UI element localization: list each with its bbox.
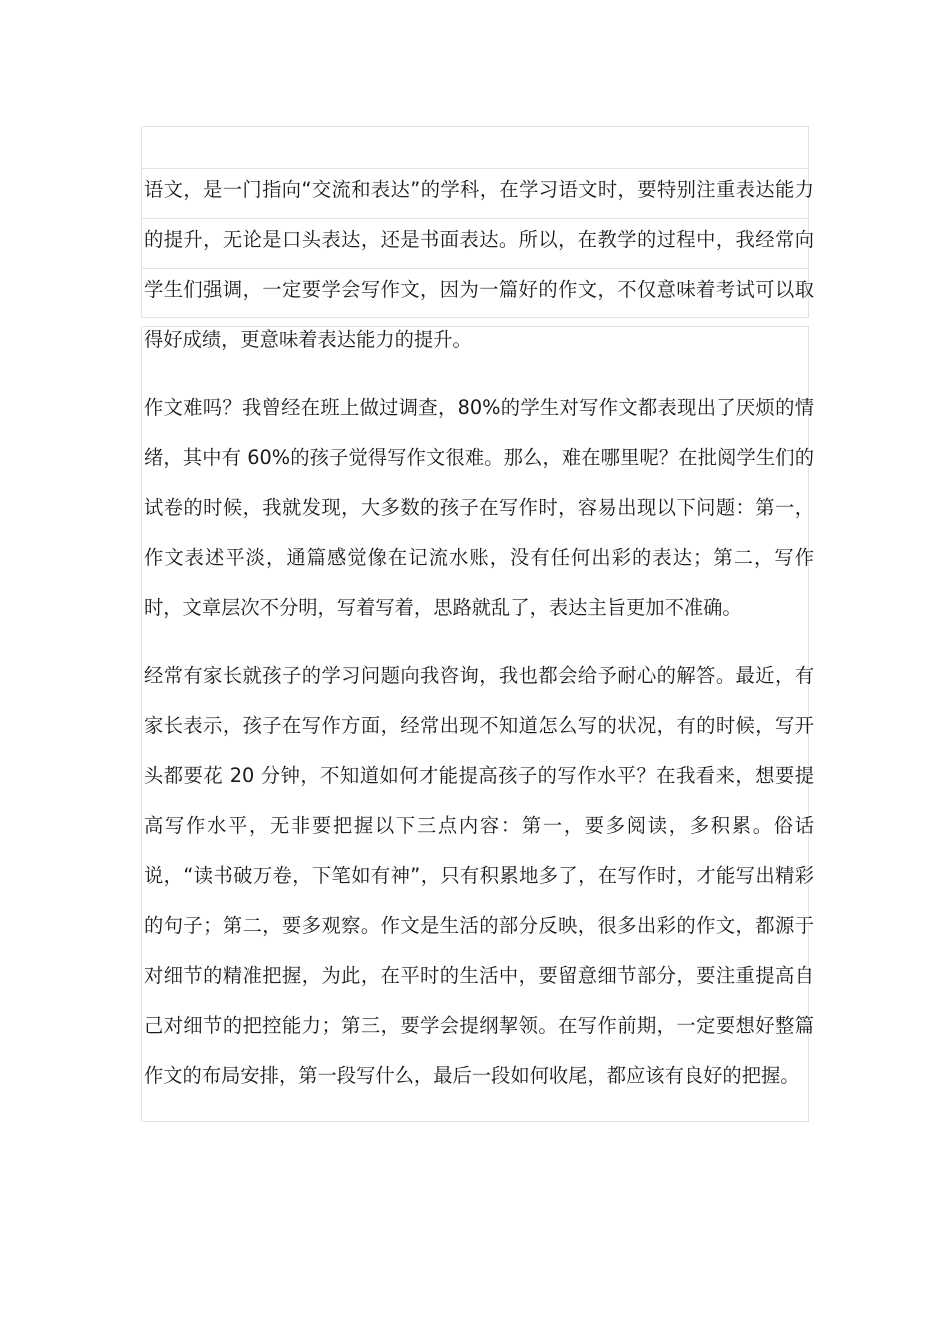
paragraph-difficulty: 作文难吗？我曾经在班上做过调查，80%的学生对写作文都表现出了厌烦的情绪，其中有 60%的孩子觉得写作文很难。那么，难在哪里呢？在批阅学生们的试卷的时候，我就发现，大多数的孩子在写作时，容易出现以下问题：第一，作文表述平淡，通篇感觉像在记流水账，没有任何出彩的表达；第二，写作时，文章层次不分明，写着写着，思路就乱了，表达主旨更加不准确。	[144, 396, 814, 619]
empty-header-cell	[141, 126, 809, 169]
document-body	[144, 165, 814, 1101]
paragraph-advice: 经常有家长就孩子的学习问题向我咨询，我也都会给予耐心的解答。最近，有家长表示，孩子在写作方面，经常出现不知道怎么写的状况，有的时候，写开头都要花 20 分钟，不知道如何才能提高孩子的写作水平？在我看来，想要提高写作水平，无非要把握以下三点内容：第一，要多阅读，多积累。俗话说，“读书破万卷，下笔如有神”，只有积累地多了，在写作时，才能写出精彩的句子；第二，要多观察。作文是生活的部分反映，很多出彩的作文，都源于对细节的精准把握，为此，在平时的生活中，要留意细节部分，要注重提高自己对细节的把控能力；第三，要学会提纲挈领。在写作前期，一定要想好整篇作文的布局安排，第一段写什么，最后一段如何收尾，都应该有良好的把握。	[144, 664, 814, 1087]
paragraph-intro: 语文，是一门指向“交流和表达”的学科，在学习语文时，要特别注重表达能力的提升，无论是口头表达，还是书面表达。所以，在教学的过程中，我经常向学生们强调，一定要学会写作文，因为一篇好的作文，不仅意味着考试可以取得好成绩，更意味着表达能力的提升。	[144, 178, 814, 351]
